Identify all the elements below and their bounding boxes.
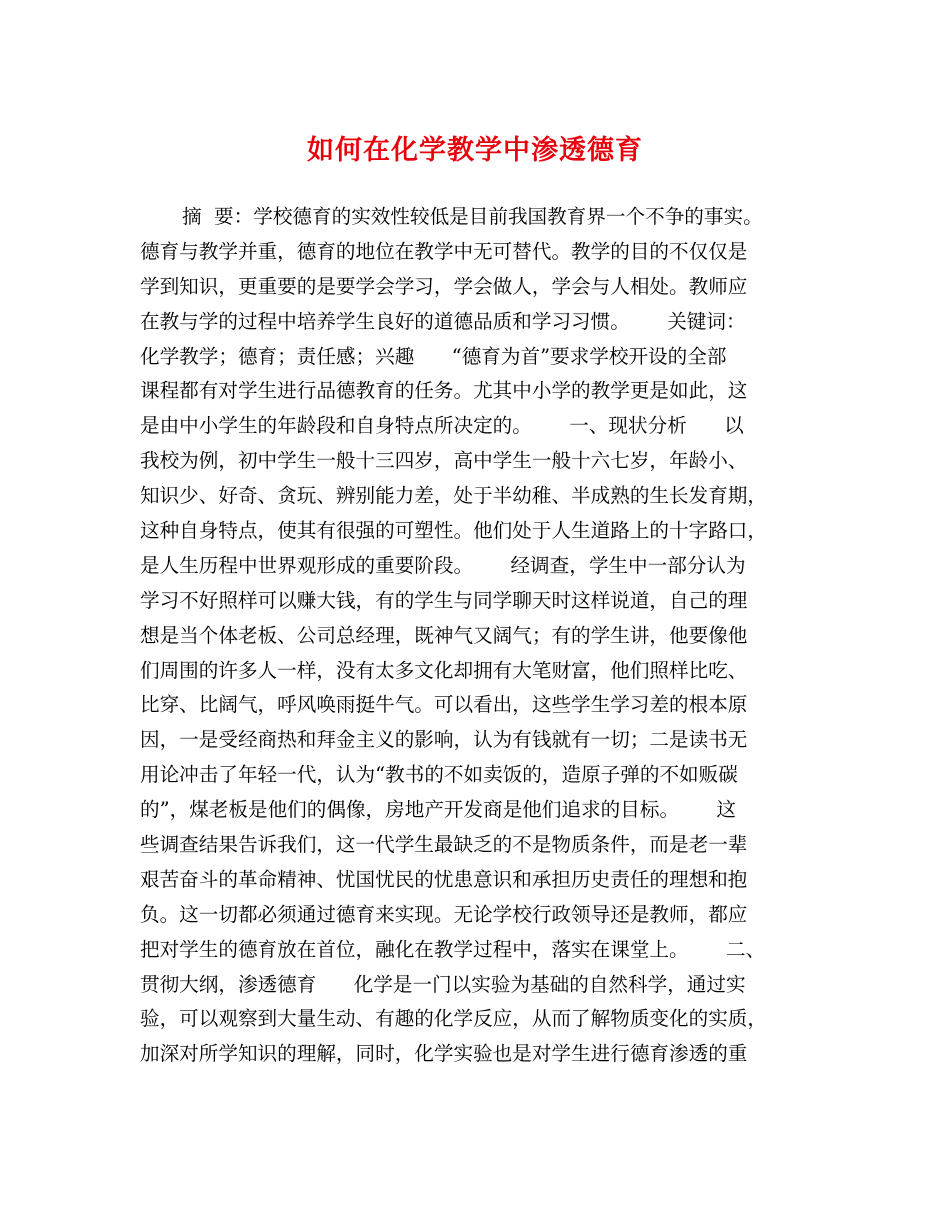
text-line: 的”，煤老板是他们的偶像，房地产开发商是他们追求的目标。 这 [140,798,737,822]
text-line: 因，一是受经商热和拜金主义的影响，认为有钱就有一切；二是读书无 [140,728,748,752]
text-line: 课程都有对学生进行品德教育的任务。尤其中小学的教学更是如此，这 [140,379,748,403]
text-line: 学习不好照样可以赚大钱，有的学生与同学聊天时这样说道，自己的理 [140,588,748,612]
text-line: 是人生历程中世界观形成的重要阶段。 经调查，学生中一部分认为 [140,553,746,577]
text-line: 知识少、好奇、贪玩、辨别能力差，处于半幼稚、半成熟的生长发育期， [140,484,767,508]
text-line: 艰苦奋斗的革命精神、忧国忧民的忧患意识和承担历史责任的理想和抱 [140,867,748,891]
text-line: 贯彻大纲，渗透德育 化学是一门以实验为基础的自然科学，通过实 [140,972,746,996]
text-line: 摘 要：学校德育的实效性较低是目前我国教育界一个不争的事实。 [182,205,763,228]
text-line: 把对学生的德育放在首位，融化在教学过程中，落实在课堂上。 二、 [140,937,766,961]
text-line: 在教与学的过程中培养学生良好的道德品质和学习习惯。 关键词： [140,309,746,333]
text-line: 负。这一切都必须通过德育来实现。无论学校行政领导还是教师，都应 [140,902,748,926]
text-line: 们周围的许多人一样，没有太多文化却拥有大笔财富，他们照样比吃、 [140,658,748,682]
text-line: 学到知识，更重要的是要学会学习，学会做人，学会与人相处。教师应 [140,274,748,298]
text-line: 些调查结果告诉我们，这一代学生最缺乏的不是物质条件，而是老一辈 [140,833,748,857]
text-line: 加深对所学知识的理解，同时，化学实验也是对学生进行德育渗透的重 [140,1042,748,1066]
body-text [140,200,820,1072]
text-line: 我校为例，初中学生一般十三四岁，高中学生一般十六七岁，年龄小、 [140,449,748,473]
text-line: 比穿、比阔气，呼风唤雨挺牛气。可以看出，这些学生学习差的根本原 [140,693,748,717]
text-line: 德育与教学并重，德育的地位在教学中无可替代。教学的目的不仅仅是 [140,239,748,263]
text-line: 验，可以观察到大量生动、有趣的化学反应，从而了解物质变化的实质， [140,1007,767,1031]
text-line: 用论冲击了年轻一代，认为“教书的不如卖饭的，造原子弹的不如贩碳 [140,763,738,787]
text-line: 化学教学；德育；责任感；兴趣 “德育为首”要求学校开设的全部 [140,344,727,368]
text-line: 想是当个体老板、公司总经理，既神气又阔气；有的学生讲，他要像他 [140,623,748,647]
text-line: 是由中小学生的年龄段和自身特点所决定的。 一、现状分析 以 [140,414,744,438]
document-title: 如何在化学教学中渗透德育 [307,135,643,166]
text-line: 这种自身特点，使其有很强的可塑性。他们处于人生道路上的十字路口， [140,519,767,543]
